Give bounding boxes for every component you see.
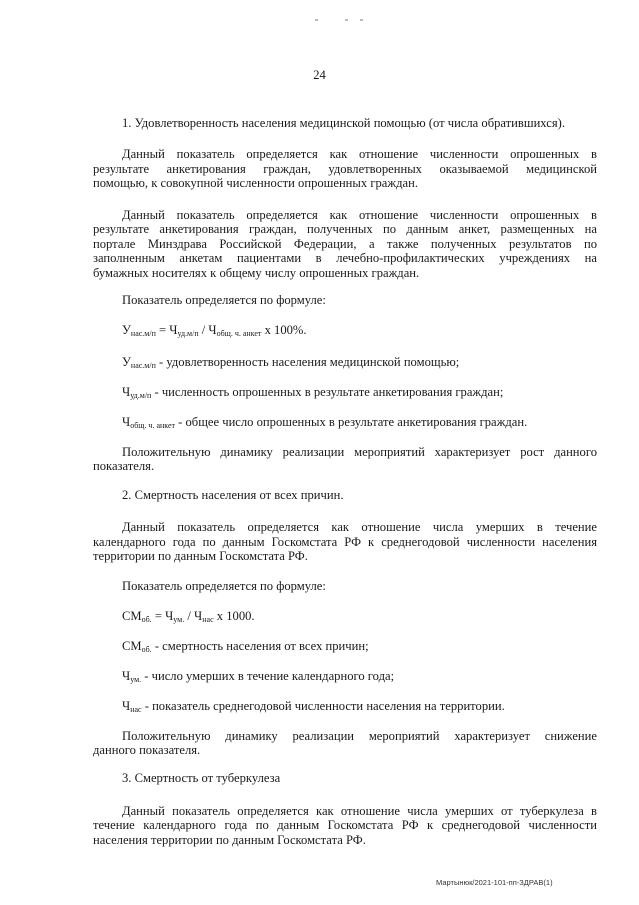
s3-p1-line-2: течение календарного года по данным Госкомстата РФ к среднегодовой численности bbox=[93, 818, 597, 832]
s1-p1-line-1: Данный показатель определяется как отношение численности опрошенных в bbox=[122, 147, 597, 161]
s1-definition-1: $У_{нас.м/п}$ - удовлетворенность населения медицинской помощью; bbox=[122, 355, 460, 370]
s1-p2-line-1: Данный показатель определяется как отношение численности опрошенных в bbox=[122, 208, 597, 222]
s2-formula-intro: Показатель определяется по формуле: bbox=[122, 579, 326, 593]
s1-p2-line-5: бумажных носителях к общему числу опрошенных граждан. bbox=[93, 266, 420, 280]
s1-p1-line-3: помощью, к совокупной численности опрошенных граждан. bbox=[93, 176, 418, 190]
section-2-heading: 2. Смертность населения от всех причин. bbox=[122, 488, 344, 502]
s2-p1-line-1: Данный показатель определяется как отношение числа умерших в течение bbox=[122, 520, 597, 534]
s1-p2-line-4: заполненным анкетам пациентами в лечебно-профилактических учреждениях на bbox=[93, 251, 597, 265]
section-1-heading: 1. Удовлетворенность населения медицинской помощью (от числа обратившихся). bbox=[122, 116, 565, 130]
scan-speck bbox=[315, 19, 318, 21]
s1-p2-line-2: результате анкетирования граждан, полученных по данным анкет, размещенных на bbox=[93, 222, 597, 236]
s1-definition-2: $Ч_{уд.м/п}$ - численность опрошенных в результате анкетирования граждан; bbox=[122, 385, 504, 400]
s2-dynamics-line-1: Положительную динамику реализации мероприятий характеризует снижение bbox=[122, 729, 597, 743]
s2-definition-1: $СМ_{об.}$ - смертность населения от всех причин; bbox=[122, 639, 369, 654]
document-footer: Мартынюк/2021-101-пп-ЗДРАВ(1) bbox=[436, 878, 553, 887]
s3-p1-line-1: Данный показатель определяется как отношение числа умерших от туберкулеза в bbox=[122, 804, 597, 818]
s2-p1-line-2: календарного года по данным Госкомстата РФ к среднегодовой численности населения bbox=[93, 535, 597, 549]
s1-dynamics-line-2: показателя. bbox=[93, 459, 155, 473]
scan-speck bbox=[345, 19, 348, 21]
s1-definition-3: $Ч_{общ. ч. анкет}$ - общее число опрошенных в результате анкетирования граждан. bbox=[122, 415, 528, 430]
s2-definition-3: $Ч_{нас}$ - показатель среднегодовой численности населения на территории. bbox=[122, 699, 505, 714]
section-3-heading: 3. Смертность от туберкулеза bbox=[122, 771, 281, 785]
s1-dynamics-line-1: Положительную динамику реализации мероприятий характеризует рост данного bbox=[122, 445, 597, 459]
s2-formula: $СМ_{об.} = Ч_{ум.} / Ч_{нас}$ х 1000. bbox=[122, 609, 255, 624]
s1-p2-line-3: портале Минздрава Российской Федерации, а также полученных результатов по bbox=[93, 237, 597, 251]
s2-p1-line-3: территории по данным Госкомстата РФ. bbox=[93, 549, 308, 563]
s3-p1-line-3: населения территории по данным Госкомстата РФ. bbox=[93, 833, 366, 847]
s1-formula-intro: Показатель определяется по формуле: bbox=[122, 293, 326, 307]
s1-formula: $У_{нас.м/п} = Ч_{уд.м/п} / Ч_{общ. ч. анкет}$ х 100%. bbox=[122, 323, 307, 338]
s2-dynamics-line-2: данного показателя. bbox=[93, 743, 201, 757]
page-number: 24 bbox=[313, 68, 326, 82]
s2-definition-2: $Ч_{ум.}$ - число умерших в течение календарного года; bbox=[122, 669, 395, 684]
scan-speck bbox=[360, 19, 363, 21]
s1-p1-line-2: результате анкетирования граждан, удовлетворенных оказываемой медицинской bbox=[93, 162, 597, 176]
